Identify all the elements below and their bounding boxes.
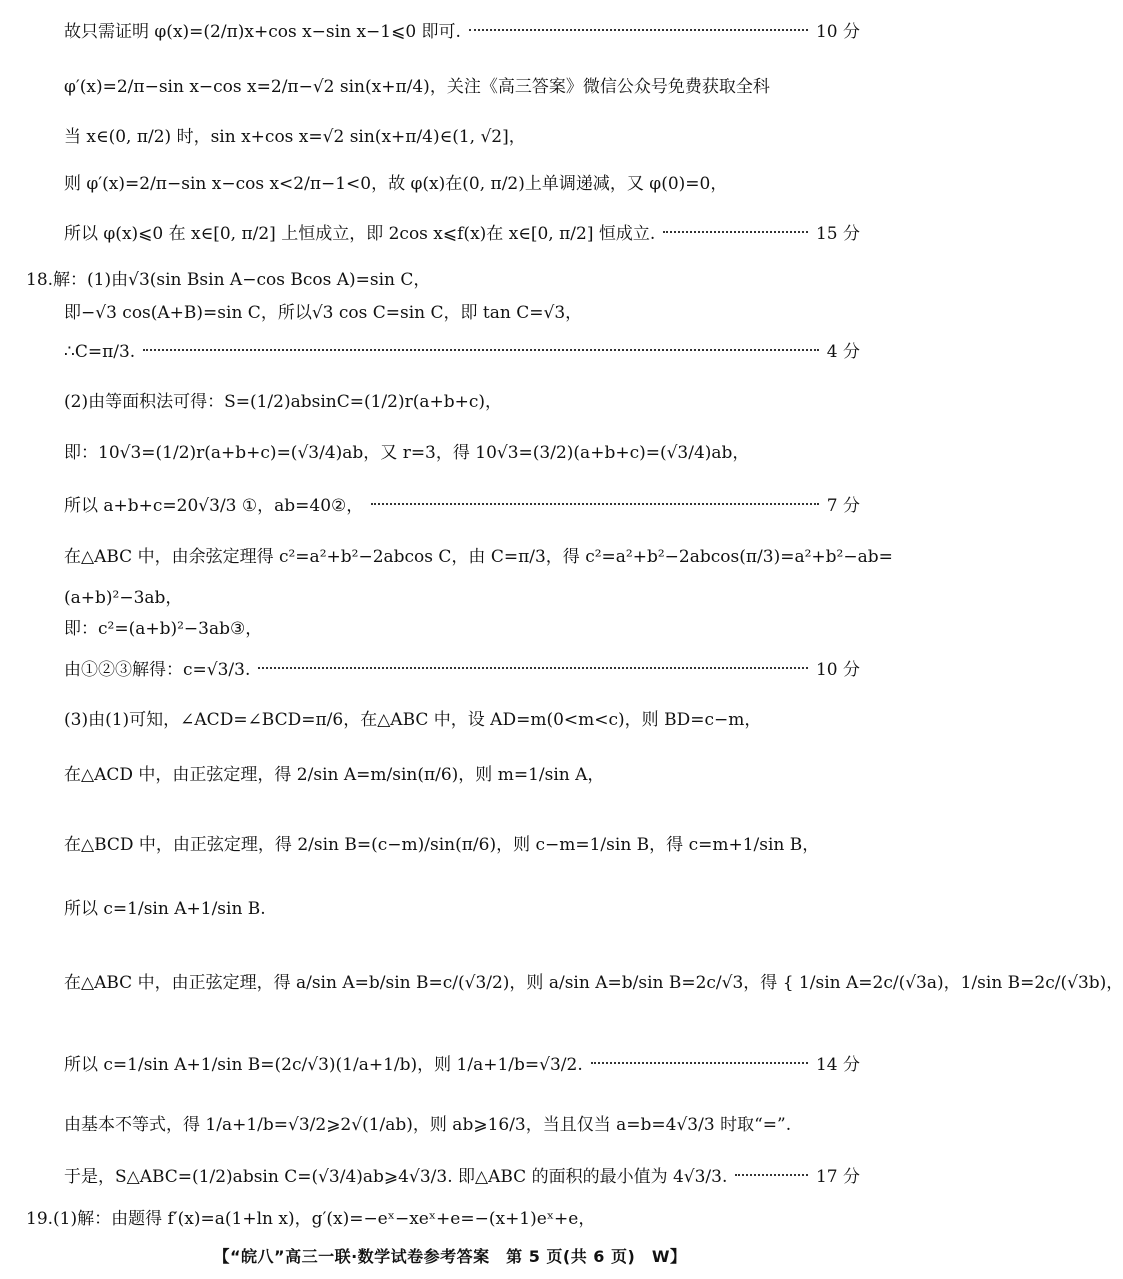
solution-text: ∴C=π/3. <box>64 342 136 362</box>
solution-text: 19.(1)解：由题得 f′(x)=a(1+ln x)，g′(x)=−eˣ−xeˣ+e=−(x+1)eˣ+e， <box>26 1209 596 1229</box>
solution-line-scored <box>0 222 900 246</box>
solution-text: 所以 a+b+c=20√3/3 ①，ab=40②， <box>64 496 364 516</box>
solution-text: (a+b)²−3ab， <box>64 588 183 608</box>
solution-text: 所以 φ(x)⩽0 在 x∈[0, π/2] 上恒成立，即 2cos x⩽f(x)在 x∈[0, π/2] 恒成立. <box>64 224 656 244</box>
solution-line-scored <box>0 658 900 682</box>
solution-text: 所以 c=1/sin A+1/sin B=(2c/√3)(1/a+1/b)，则 1/a+1/b=√3/2. <box>64 1055 583 1075</box>
solution-line-scored <box>0 1165 900 1189</box>
solution-text: 即：c²=(a+b)²−3ab③， <box>64 619 263 639</box>
solution-text: 在△ACD 中，由正弦定理，得 2/sin A=m/sin(π/6)，则 m=1/sin A， <box>64 765 605 785</box>
solution-text: 在△BCD 中，由正弦定理，得 2/sin B=(c−m)/sin(π/6)，则 c−m=1/sin B，得 c=m+1/sin B， <box>64 835 820 855</box>
score-points: 14 分 <box>815 1055 860 1075</box>
solution-text: (2)由等面积法可得：S=(1/2)absinC=(1/2)r(a+b+c)， <box>64 392 503 412</box>
solution-text: 于是，S△ABC=(1/2)absin C=(√3/4)ab⩾4√3/3. 即△ABC 的面积的最小值为 4√3/3. <box>64 1167 728 1187</box>
dot-leader <box>591 1062 808 1064</box>
solution-line-scored <box>0 20 900 44</box>
solution-text: 由①②③解得：c=√3/3. <box>64 660 251 680</box>
solution-text: 则 φ′(x)=2/π−sin x−cos x<2/π−1<0，故 φ(x)在(0, π/2)上单调递减，又 φ(0)=0， <box>64 174 728 194</box>
solution-line-scored <box>0 494 900 518</box>
solution-text: 所以 c=1/sin A+1/sin B. <box>64 899 266 919</box>
solution-text: 在△ABC 中，由正弦定理，得 a/sin A=b/sin B=c/(√3/2)，则 a/sin A=b/sin B=2c/√3，得 { 1/sin A=2c/(√3a)，1/sin B=2c/(√3b)， <box>64 973 1123 993</box>
score-points: 7 分 <box>826 496 860 516</box>
score-points: 10 分 <box>815 660 860 680</box>
solution-line-scored <box>0 340 900 364</box>
dot-leader <box>735 1174 808 1176</box>
solution-text: 故只需证明 φ(x)=(2/π)x+cos x−sin x−1⩽0 即可. <box>64 22 461 42</box>
page-footer: 【“皖八”高三一联·数学试卷参考答案 第 5 页(共 6 页) W】 <box>213 1247 687 1266</box>
score-points: 15 分 <box>815 224 860 244</box>
solution-text: φ′(x)=2/π−sin x−cos x=2/π−√2 sin(x+π/4)，关注《高三答案》微信公众号免费获取全科 <box>64 77 770 97</box>
solution-text: 18.解：(1)由√3(sin Bsin A−cos Bcos A)=sin C， <box>26 270 431 290</box>
dot-leader <box>469 29 808 31</box>
solution-text: 由基本不等式，得 1/a+1/b=√3/2⩾2√(1/ab)，则 ab⩾16/3，当且仅当 a=b=4√3/3 时取“=”. <box>64 1115 792 1135</box>
solution-text: 即：10√3=(1/2)r(a+b+c)=(√3/4)ab，又 r=3，得 10√3=(3/2)(a+b+c)=(√3/4)ab， <box>64 443 750 463</box>
score-points: 10 分 <box>815 22 860 42</box>
score-points: 17 分 <box>815 1167 860 1187</box>
score-points: 4 分 <box>826 342 860 362</box>
dot-leader <box>663 231 808 233</box>
solution-text: 在△ABC 中，由余弦定理得 c²=a²+b²−2abcos C，由 C=π/3，得 c²=a²+b²−2abcos(π/3)=a²+b²−ab= <box>64 547 893 567</box>
dot-leader <box>371 503 818 505</box>
solution-line-scored <box>0 1053 900 1077</box>
dot-leader <box>143 349 819 351</box>
solution-text: (3)由(1)可知，∠ACD=∠BCD=π/6，在△ABC 中，设 AD=m(0<m<c)，则 BD=c−m， <box>64 710 762 730</box>
solution-text: 当 x∈(0, π/2) 时，sin x+cos x=√2 sin(x+π/4)∈(1, √2]， <box>64 127 526 147</box>
dot-leader <box>258 667 808 669</box>
solution-text: 即−√3 cos(A+B)=sin C，所以√3 cos C=sin C，即 tan C=√3， <box>64 303 583 323</box>
